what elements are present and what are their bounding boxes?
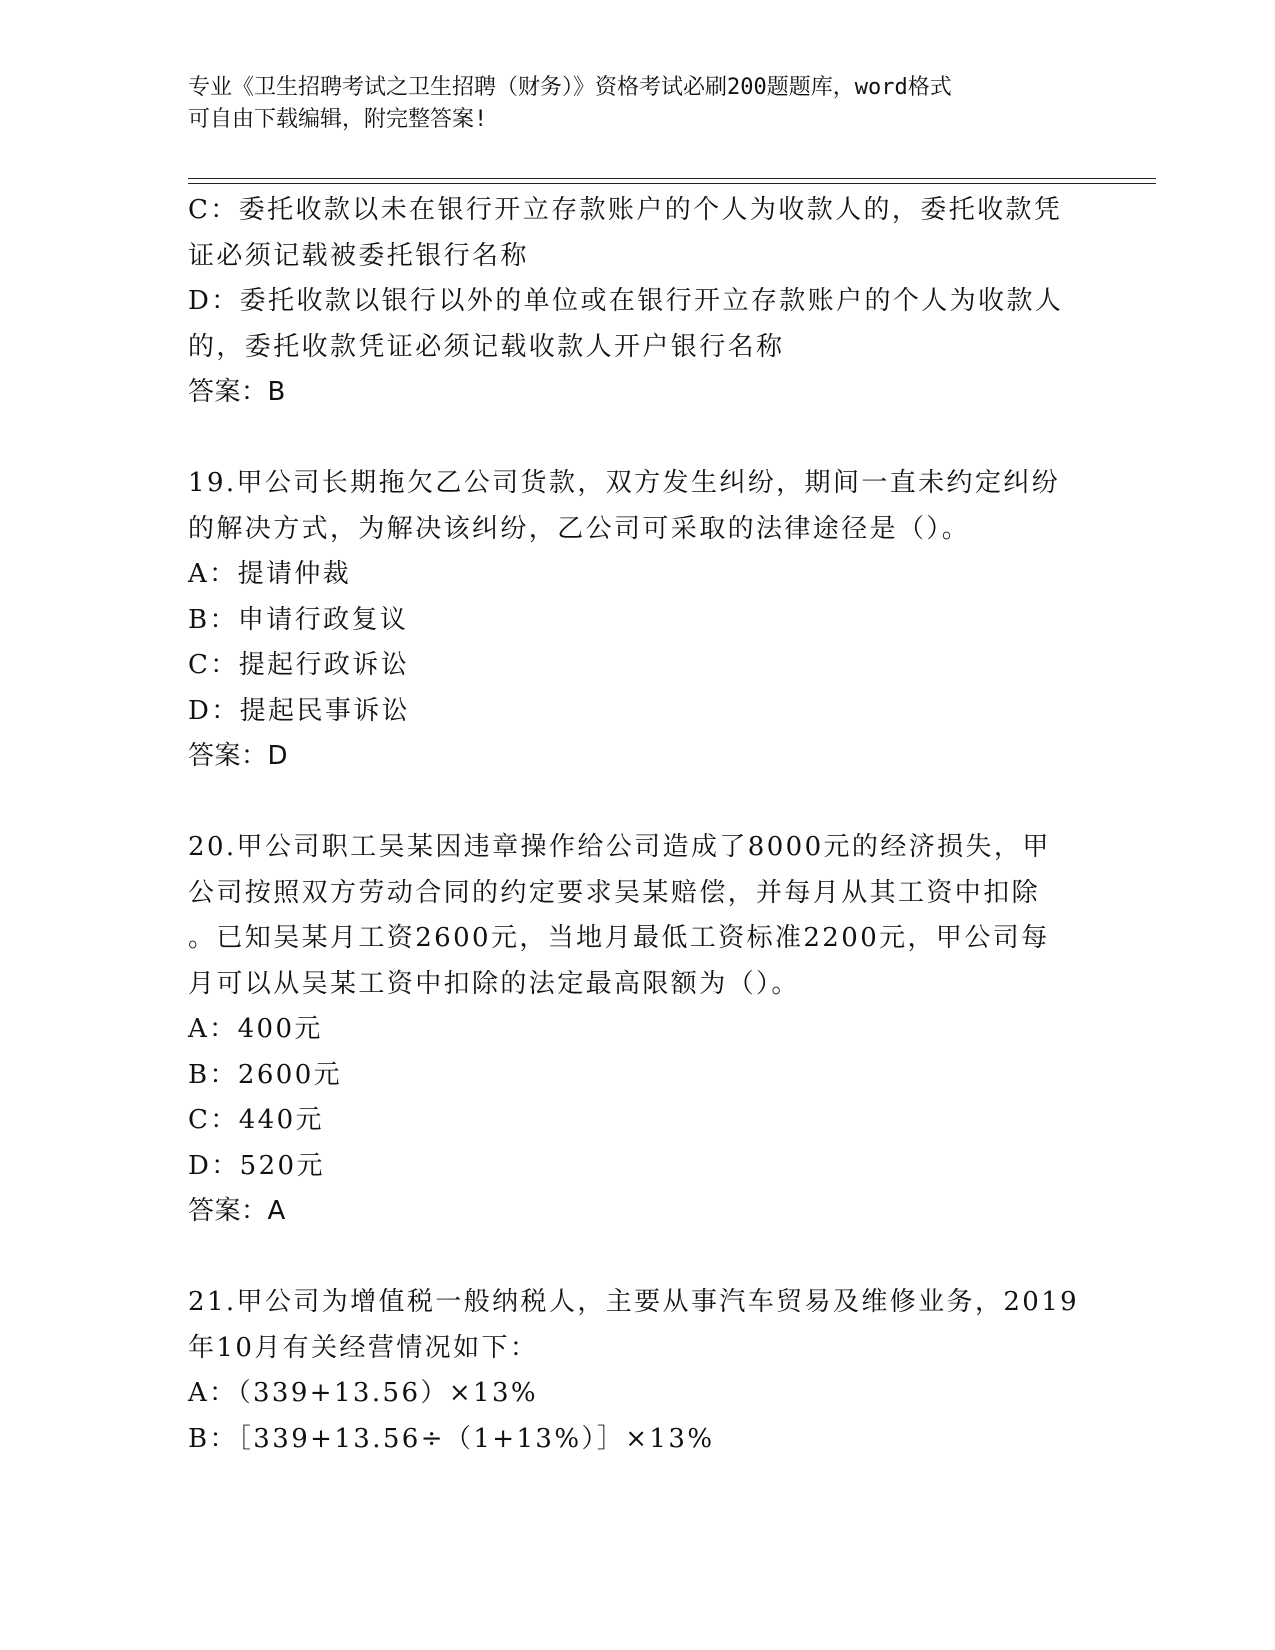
spacer — [188, 416, 1088, 462]
question-stem-line-1: 20.甲公司职工吴某因违章操作给公司造成了8000元的经济损失，甲 — [188, 832, 1051, 862]
option-d-line-2: 的，委托收款凭证必须记载收款人开户银行名称 — [188, 331, 785, 362]
option-b: B：［339+13.56÷（1+13%）］×13% — [188, 1423, 715, 1454]
header-title-line-1: 专业《卫生招聘考试之卫生招聘（财务）》资格考试必刷200题题库，word格式 — [188, 75, 952, 100]
spacer — [188, 1235, 1088, 1281]
option-c-line-2: 证必须记载被委托银行名称 — [188, 240, 529, 271]
option-d: D：提起民事诉讼 — [188, 695, 411, 726]
question-stem-line-2: 公司按照双方劳动合同的约定要求吴某赔偿，并每月从其工资中扣除 — [188, 877, 1041, 908]
option-a: A：400元 — [188, 1014, 323, 1044]
question-stem-line-2: 年10月有关经营情况如下： — [188, 1332, 539, 1363]
option-c-line-1: C：委托收款以未在银行开立存款账户的个人为收款人的，委托收款凭 — [188, 195, 1063, 225]
document-body — [188, 188, 1088, 1462]
question-18-tail — [188, 188, 1088, 416]
header-title-line-2: 可自由下载编辑，附完整答案! — [188, 107, 488, 132]
option-c: C：440元 — [188, 1105, 324, 1135]
header-rule-top — [188, 178, 1156, 179]
question-20 — [188, 825, 1088, 1235]
option-c: C：提起行政诉讼 — [188, 650, 410, 680]
option-b: B：2600元 — [188, 1059, 343, 1090]
spacer — [188, 780, 1088, 826]
option-b: B：申请行政复议 — [188, 604, 409, 635]
question-19 — [188, 461, 1088, 780]
question-stem-line-2: 的解决方式，为解决该纠纷，乙公司可采取的法律途径是（）。 — [188, 513, 971, 544]
document-header — [188, 72, 1088, 136]
answer-19: 答案：D — [188, 741, 289, 771]
option-d-line-1: D：委托收款以银行以外的单位或在银行开立存款账户的个人为收款人 — [188, 286, 1064, 316]
header-rule-bottom — [188, 183, 1156, 184]
option-a: A：提请仲裁 — [188, 559, 352, 589]
answer-18: 答案：B — [188, 377, 286, 407]
option-a: A：（339+13.56）×13% — [188, 1378, 538, 1408]
question-stem-line-1: 19.甲公司长期拖欠乙公司货款，双方发生纠纷，期间一直未约定纠纷 — [188, 468, 1061, 498]
question-stem-line-4: 月可以从吴某工资中扣除的法定最高限额为（）。 — [188, 968, 800, 999]
question-stem-line-1: 21.甲公司为增值税一般纳税人，主要从事汽车贸易及维修业务，2019 — [188, 1287, 1080, 1317]
question-21 — [188, 1280, 1088, 1462]
answer-20: 答案：A — [188, 1196, 286, 1226]
question-stem-line-3: 。已知吴某月工资2600元，当地月最低工资标准2200元，甲公司每 — [188, 923, 1050, 953]
option-d: D：520元 — [188, 1150, 325, 1181]
